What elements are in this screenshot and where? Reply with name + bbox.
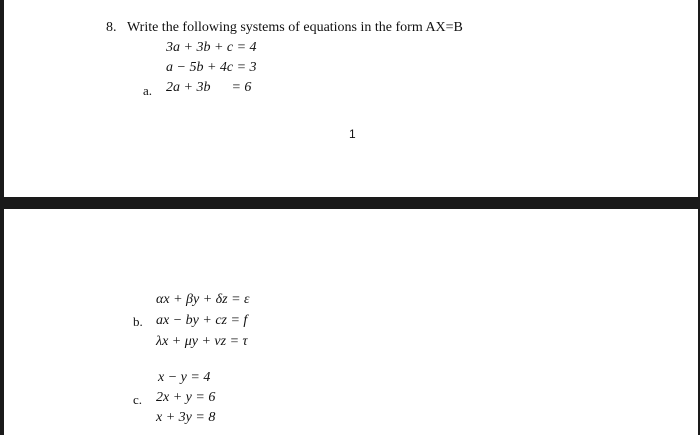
part-b-label: b. [133,314,143,329]
left-page-border [0,0,4,435]
part-a-label: a. [143,83,153,98]
part-c-equation-3: x + 3y = 8 [156,410,216,425]
part-a-equation-3: 2a + 3b = 6 [166,80,252,95]
page-break-bar [0,197,700,209]
part-c-label: c. [133,392,143,407]
part-b-equation-1: αx + βy + δz = ε [156,292,250,307]
part-a-equation-2: a − 5b + 4c = 3 [166,60,257,75]
part-b-equation-3: λx + μy + νz = τ [156,334,248,349]
part-b-equation-2: ax − by + cz = f [156,313,248,328]
part-c-equation-1: x − y = 4 [158,370,211,385]
part-a-equation-1: 3a + 3b + c = 4 [166,40,257,55]
question-number: 8. [106,20,117,35]
question-text: Write the following systems of equations in the form AX=B [127,20,463,35]
page-number: 1 [349,127,356,141]
part-c-equation-2: 2x + y = 6 [156,390,216,405]
